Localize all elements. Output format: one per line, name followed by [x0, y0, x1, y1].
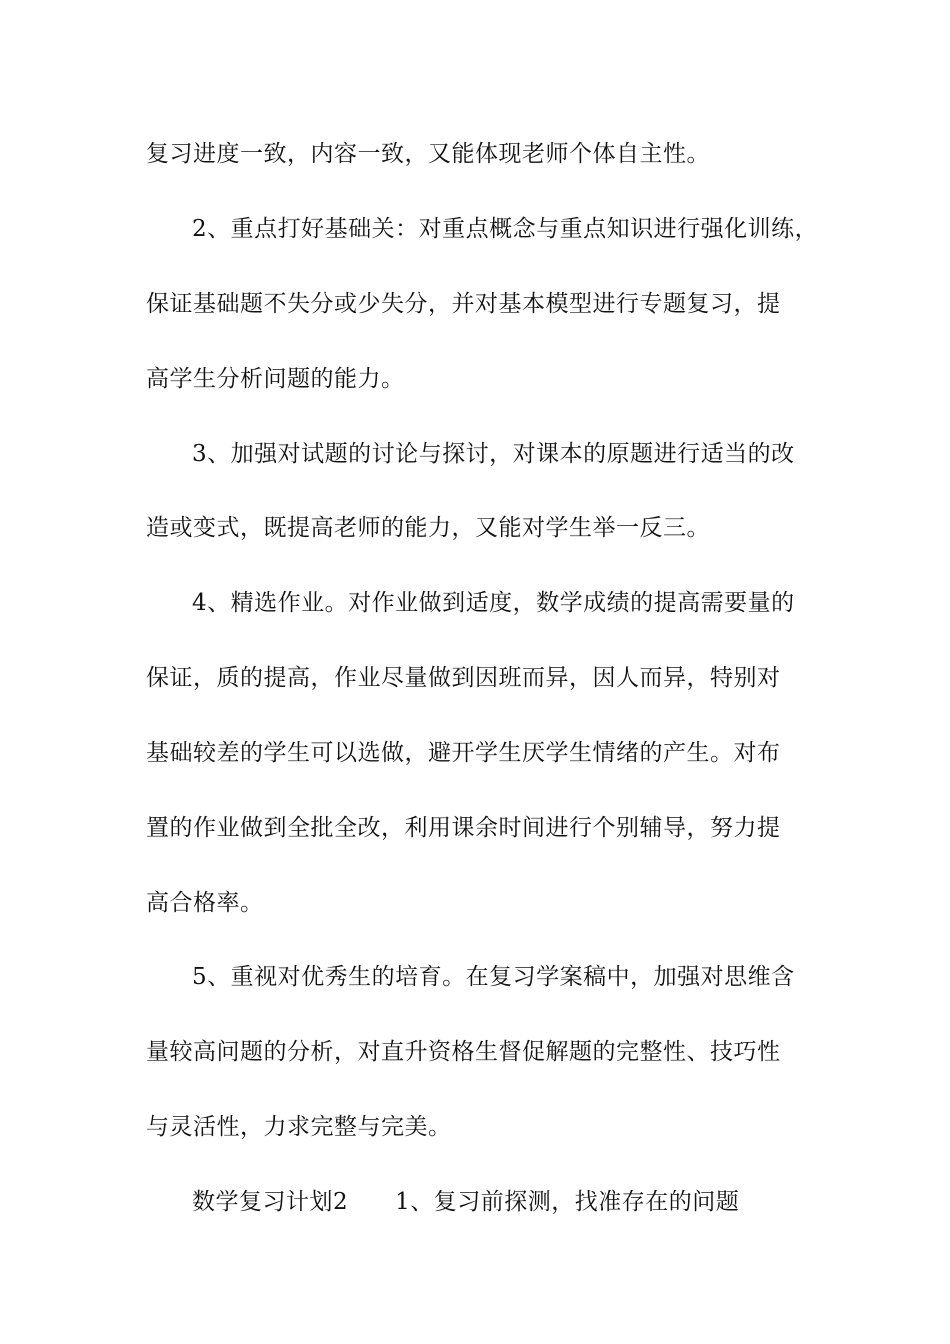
text-line-8: 保证，质的提高，作业尽量做到因班而异，因人而异，特别对	[146, 665, 781, 691]
text-line-7: 4、精选作业。对作业做到适度，数学成绩的提高需要量的	[192, 590, 795, 616]
text-line-13: 量较高问题的分析，对直升资格生督促解题的完整性、技巧性	[146, 1039, 781, 1065]
text-line-3: 保证基础题不失分或少失分，并对基本模型进行专题复习，提	[146, 291, 781, 317]
text-line-4: 高学生分析问题的能力。	[146, 366, 405, 392]
text-line-15: 数学复习计划2 1、复习前探测，找准存在的问题	[192, 1189, 740, 1215]
text-line-10: 置的作业做到全批全改，利用课余时间进行个别辅导，努力提	[146, 815, 781, 841]
text-line-14: 与灵活性，力求完整与完美。	[146, 1114, 452, 1140]
text-line-12: 5、重视对优秀生的培育。在复习学案稿中，加强对思维含	[192, 964, 795, 990]
text-line-5: 3、加强对试题的讨论与探讨，对课本的原题进行适当的改	[192, 441, 795, 467]
text-line-1: 复习进度一致，内容一致，又能体现老师个体自主性。	[146, 141, 710, 167]
text-line-9: 基础较差的学生可以选做，避开学生厌学生情绪的产生。对布	[146, 740, 781, 766]
text-line-6: 造或变式，既提高老师的能力，又能对学生举一反三。	[146, 515, 710, 541]
text-line-2: 2、重点打好基础关：对重点概念与重点知识进行强化训练，	[192, 216, 819, 242]
text-line-11: 高合格率。	[146, 890, 264, 916]
